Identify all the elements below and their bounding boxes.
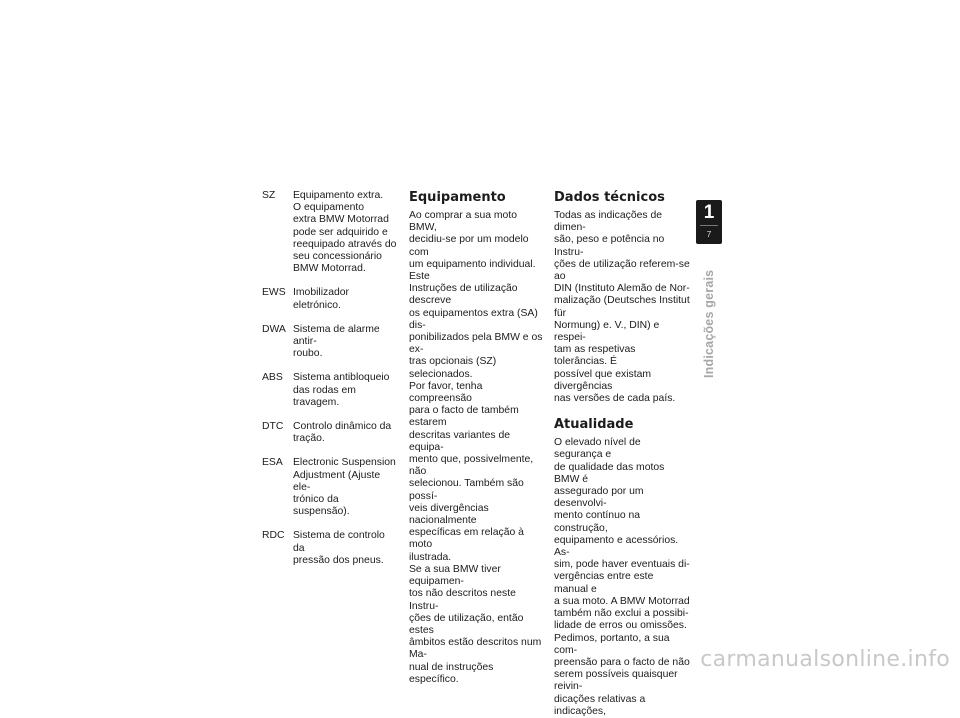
- chapter-side-title: Indicações gerais: [702, 269, 716, 378]
- abbreviation-key: SZ: [262, 190, 276, 201]
- paragraph-atualidade: O elevado nível de segurança e de qualidade das motos BMW é assegurado por um desenvolvi- mento contínuo na construção, equipamento e acessórios. As- sim, pode haver eventuais di- vergências entre este manual e a sua moto. A BMW Motorrad também não exclui a possibi- lidade de erros ou omissões. Pedimos, portanto, a sua com- preensão para o facto de não serem possíveis quaisquer reivin- dicações relativas a indicações,: [554, 437, 690, 717]
- section-equipamento: [409, 190, 545, 686]
- abbreviation-key: ABS: [262, 372, 283, 384]
- abbreviation-description: Sistema de alarme antir- roubo.: [293, 323, 380, 360]
- abbreviation-key: RDC: [262, 530, 285, 542]
- heading-dados-tecnicos: Dados técnicos: [554, 190, 665, 205]
- abbreviation-description: Controlo dinâmico da tração.: [293, 421, 392, 445]
- abbreviation-row: [262, 421, 398, 445]
- abbreviation-row: [262, 457, 398, 518]
- abbreviation-key: DWA: [262, 323, 286, 335]
- abbreviation-row: [262, 530, 398, 567]
- abbreviation-row: [262, 324, 398, 361]
- page-number: 7: [706, 229, 712, 239]
- abbreviation-row: [262, 190, 398, 275]
- chapter-number: 1: [703, 202, 715, 223]
- paragraph-dados-tecnicos: Todas as indicações de dimen- são, peso e potência no Instru- ções de utilização referem-se ao DIN (Instituto Alemão de Nor- malização (Deutsches Institut für Normung) e. V., DIN) e respei- tam as respetivas tolerâncias. É possível que existam divergências nas versões de cada país.: [554, 210, 690, 405]
- heading-atualidade: Atualidade: [554, 417, 634, 433]
- abbreviation-key: ESA: [262, 457, 283, 469]
- heading-equipamento: Equipamento: [409, 190, 506, 205]
- abbreviation-description: Sistema antibloqueio das rodas em travagem.: [293, 372, 390, 408]
- abbreviation-description: Electronic Suspension Adjustment (Ajuste ele- trónico da suspensão).: [293, 457, 396, 518]
- abbreviation-row: [262, 372, 398, 409]
- paragraph-equipamento: Ao comprar a sua moto BMW, decidiu-se por um modelo com um equipamento individual. Este Instruções de utilização descreve os equipamentos extra (SA) dis- ponibilizados pela BMW e os ex- tras opcionais (SZ) selecionados. Por favor, tenha compreensão para o facto de também estarem descritas variantes de equipa- mento que, possivelmente, não selecionou. Também são possí- veis divergências nacionalmente específicas em relação à moto ilustrada. Se a sua BMW tiver equipamen- tos não descritos neste Instru- ções de utilização, então estes âmbitos estão descritos num Ma- nual de instruções específico.: [409, 210, 543, 685]
- abbreviation-row: [262, 287, 398, 311]
- abbreviation-key: EWS: [262, 287, 286, 299]
- watermark: carmanualsonline.info: [700, 647, 950, 672]
- abbreviation-list: [262, 190, 398, 579]
- abbreviation-description: Equipamento extra. O equipamento extra BMW Motorrad pode ser adquirido e reequipado através do seu concessionário BMW Motorrad.: [293, 190, 397, 275]
- chapter-divider: [700, 225, 718, 226]
- chapter-marker: [696, 200, 722, 244]
- section-right: [554, 190, 690, 718]
- abbreviation-description: Sistema de controlo da pressão dos pneus.: [293, 530, 385, 566]
- abbreviation-key: DTC: [262, 421, 284, 433]
- abbreviation-description: Imobilizador eletrónico.: [293, 287, 350, 311]
